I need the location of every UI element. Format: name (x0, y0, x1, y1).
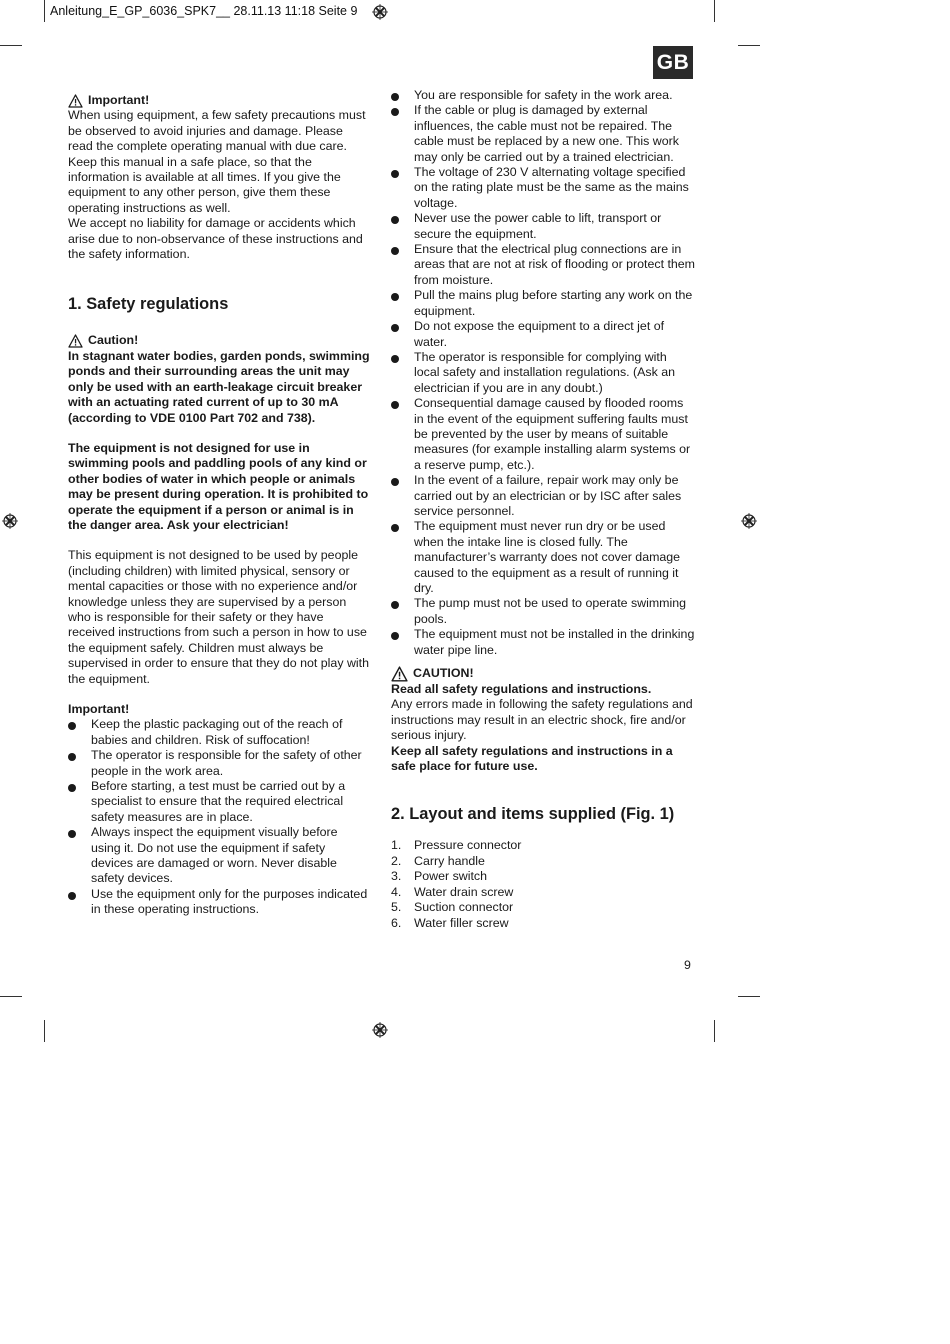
crop-mark (714, 0, 715, 22)
list-item: Pull the mains plug before starting any work on the equipment. (391, 288, 695, 319)
caution-heading (391, 666, 695, 682)
section-1-title: 1. Safety regulations (68, 295, 229, 314)
warning-triangle-icon (391, 666, 408, 682)
list-item: Consequential damage caused by flooded rooms in the event of the equipment suffering faults must be prevented by the user by means of suitable measures (for example installing alarm systems or a reserve pump, etc.). (391, 396, 695, 473)
left-bullet-list (68, 717, 370, 917)
list-item: The operator is responsible for the safety of other people in the work area. (68, 748, 370, 779)
crop-mark (738, 45, 760, 46)
list-item: 1. Pressure connector (391, 838, 522, 853)
language-badge: GB (653, 46, 693, 79)
registration-mark-icon (2, 513, 18, 529)
crop-mark (714, 1020, 715, 1042)
page-number: 9 (684, 958, 691, 972)
registration-mark-icon (372, 4, 388, 20)
list-item: 4. Water drain screw (391, 884, 514, 899)
list-item: Do not expose the equipment to a direct jet of water. (391, 319, 695, 350)
caution-keep: Keep all safety regulations and instructions in a safe place for future use. (391, 743, 673, 774)
list-item: 5. Suction connector (391, 900, 514, 915)
caution-title: Caution! (88, 333, 139, 348)
liability-text: We accept no liability for damage or accidents which arise due to non-observance of these instructions and the safety information. (68, 216, 363, 262)
print-slug: Anleitung_E_GP_6036_SPK7__ 28.11.13 11:18 Seite 9 (50, 4, 358, 18)
list-item: Never use the power cable to lift, transport or secure the equipment. (391, 211, 695, 242)
crop-mark (44, 1020, 45, 1042)
crop-mark (44, 0, 45, 22)
list-item: The voltage of 230 V alternating voltage specified on the rating plate must be the same as the mains voltage. (391, 165, 695, 211)
caution-title: CAUTION! (413, 666, 474, 681)
caution-errors: Any errors made in following the safety regulations and instructions may result in an electric shock, fire and/or serious injury. (391, 697, 693, 743)
important-heading (68, 93, 370, 108)
caution-read: Read all safety regulations and instructions. (391, 682, 652, 697)
caution-text: In stagnant water bodies, garden ponds, swimming ponds and their surrounding areas the unit may only be used with an earth-leakage circuit breaker with an actuating rated current of up to 30 mA (according to VDE 0100 Part 702 and 738). (68, 348, 370, 425)
list-item: The pump must not be used to operate swimming pools. (391, 596, 695, 627)
pool-warning: The equipment is not designed for use in swimming pools and paddling pools of any kind or other bodies of water in which people or animals may be present during operation. It is prohibited to operate the equipment if a person or animal is in the danger area. Ask your electrician! (68, 440, 369, 532)
items-supplied-list (391, 838, 695, 930)
list-item: 3. Power switch (391, 869, 487, 884)
list-item: Ensure that the electrical plug connections are in areas that are not at risk of flooding or protect them from moisture. (391, 242, 695, 288)
crop-mark (0, 996, 22, 997)
registration-mark-icon (741, 513, 757, 529)
list-item: 6. Water filler screw (391, 915, 509, 930)
list-item: The equipment must not be installed in the drinking water pipe line. (391, 627, 695, 658)
important-text: When using equipment, a few safety precautions must be observed to avoid injuries and damage. Please read the complete operating manual with due care. Keep this manual in a safe place, so that the information is available at all times. If you give the equipment to any other person, give them these operating instructions as well. (68, 108, 366, 215)
list-item: The operator is responsible for complying with local safety and installation regulations. (Ask an electrician if you are in any doubt.) (391, 350, 695, 396)
list-item: Use the equipment only for the purposes indicated in these operating instructions. (68, 887, 370, 918)
list-item: 2. Carry handle (391, 853, 485, 868)
list-item: Keep the plastic packaging out of the reach of babies and children. Risk of suffocation! (68, 717, 370, 748)
list-item: The equipment must never run dry or be used when the intake line is closed fully. The manufacturer’s warranty does not cover damage caused to the equipment as a result of running it dry. (391, 519, 695, 596)
registration-mark-icon (372, 1022, 388, 1038)
crop-mark (738, 996, 760, 997)
right-column (391, 88, 695, 931)
important-title: Important! (88, 93, 150, 107)
list-item: You are responsible for safety in the work area. (391, 88, 695, 103)
list-item: In the event of a failure, repair work may only be carried out by an electrician or by ISC after sales service personnel. (391, 473, 695, 519)
warning-triangle-icon (68, 334, 83, 348)
list-item: Before starting, a test must be carried out by a specialist to ensure that the required electrical safety measures are in place. (68, 779, 370, 825)
list-item: If the cable or plug is damaged by external influences, the cable must not be repaired. The cable must be replaced by a new one. This work may only be carried out by a trained electrician. (391, 103, 695, 165)
crop-mark (0, 45, 22, 46)
right-bullet-list (391, 88, 695, 658)
left-column (68, 93, 370, 918)
list-item: Always inspect the equipment visually before using it. Do not use the equipment if safety devices are damaged or worn. Never disable safety devices. (68, 825, 370, 887)
warning-triangle-icon (68, 94, 83, 108)
persons-text: This equipment is not designed to be used by people (including children) with limited physical, sensory or mental capacities or those with no experience and/or knowledge unless they are supervised by a person who is responsible for their safety or they have received instructions from such a person in how to use the equipment safely. Children must always be supervised in order to ensure that they do not play with the equipment. (68, 548, 369, 686)
section-2-title: 2. Layout and items supplied (Fig. 1) (391, 805, 675, 824)
caution-heading (68, 333, 370, 348)
important-2-title: Important! (68, 702, 130, 716)
